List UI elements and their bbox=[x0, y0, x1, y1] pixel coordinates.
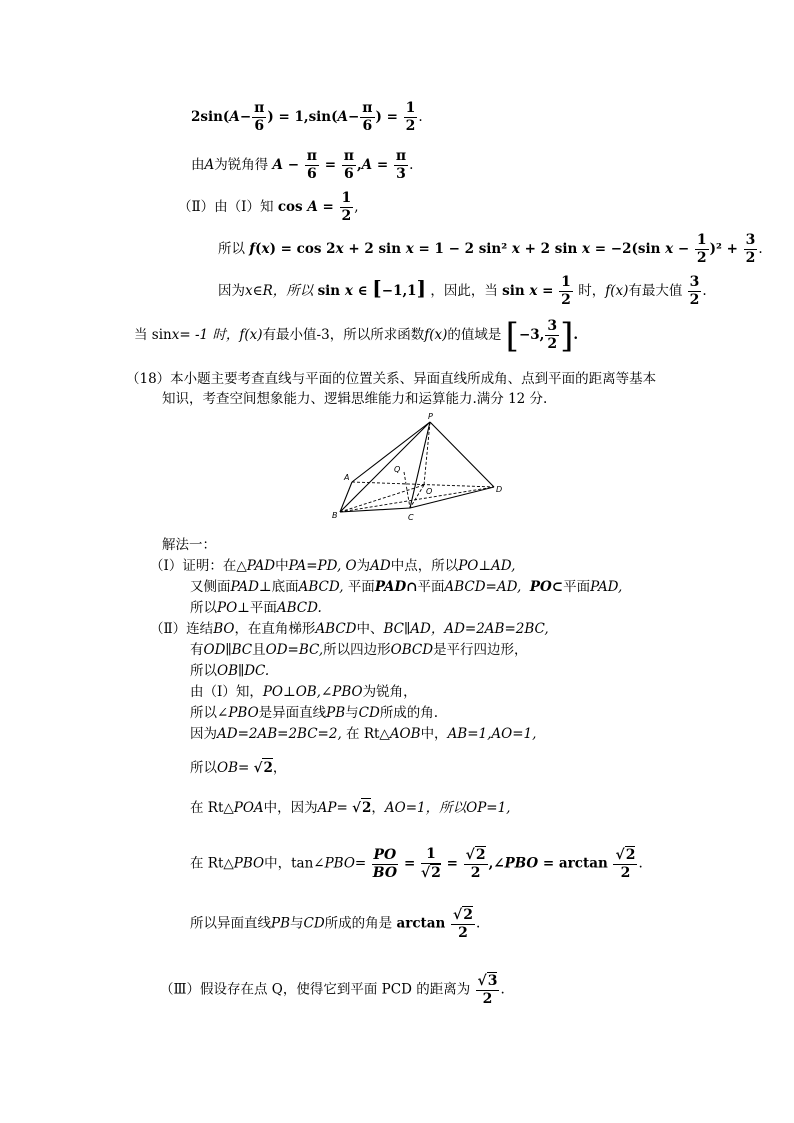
part-ii-line-7: 所以OB= √2， bbox=[190, 760, 287, 776]
range-line: 当 sinx= -1 时，f(x)有最小值-3，所以所求函数f(x)的值域是 [−3, $\frac{3}{2}$ ]. bbox=[134, 315, 579, 356]
fx-expansion-line: 所以 f(x) = cos 2x + 2 sin x = 1 − 2 sin² x + 2 sin x = −2(sin x − $\frac{1}{2}$ )² + $\frac{3}{2}$ . bbox=[218, 232, 763, 266]
part-ii-line-6: 因为AD=2AB=2BC=2, 在 Rt△AOB中，AB=1,AO=1, bbox=[190, 726, 537, 742]
equation-sin-a: 2sin(A− $\frac{\pi}{6}$ ) = 1,sin(A− $\frac{\pi}{6}$ ) = $\frac{1}{2}$ . bbox=[191, 100, 423, 134]
problem-18-intro-1: （18）本小题主要考查直线与平面的位置关系、异面直线所成角、点到平面的距离等基本 bbox=[126, 371, 657, 387]
label-c: C bbox=[408, 513, 414, 522]
edge-po-hidden bbox=[424, 422, 430, 485]
part-i-line-1: （Ⅰ）证明：在△PAD中PA=PD, O为AD中点，所以PO⊥AD, bbox=[150, 558, 516, 574]
part-iii-line-1: （Ⅲ）假设存在点 Q，使得它到平面 PCD 的距离为 $\frac{√3}{2}$ . bbox=[160, 973, 505, 1007]
label-b: B bbox=[332, 511, 338, 520]
label-a: A bbox=[344, 473, 350, 482]
edge-bd-hidden bbox=[340, 487, 494, 512]
part-ii-line-5: 所以∠PBO是异面直线PB与CD所成的角. bbox=[190, 705, 439, 721]
edge-cd bbox=[410, 487, 494, 508]
part-ii-cos-line: （Ⅱ）由（Ⅰ）知 cos A = $\frac{1}{2}$ , bbox=[178, 190, 359, 224]
part-ii-line-3: 所以OB∥DC. bbox=[190, 663, 270, 679]
edge-pd bbox=[430, 422, 494, 487]
label-o: O bbox=[426, 487, 433, 496]
part-i-line-2: 又侧面PAD⊥底面ABCD, 平面PAD∩平面ABCD=AD, PO⊂平面PAD, bbox=[190, 579, 623, 595]
part-ii-line-10: 所以异面直线PB与CD所成的角是 arctan $\frac{√2}{2}$ . bbox=[190, 907, 481, 941]
label-p: P bbox=[428, 412, 433, 421]
method-label: 解法一： bbox=[162, 537, 216, 553]
edge-ab bbox=[340, 482, 352, 512]
part-ii-line-9: 在 Rt△PBO中，tan∠PBO= $\frac{PO}{BO}$ = $\frac{1}{√2}$ = $\frac{√2}{2}$ ,∠PBO = arctan $\frac{√2}{2}$ . bbox=[190, 846, 643, 881]
part-ii-line-2: 有OD∥BC且OD=BC,所以四边形OBCD是平行四边形， bbox=[190, 642, 528, 658]
problem-18-intro-2: 知识，考查空间想象能力、逻辑思维能力和运算能力.满分 12 分. bbox=[162, 391, 548, 407]
label-d: D bbox=[496, 485, 503, 494]
acute-angle-line: 由A为锐角得 A − $\frac{\pi}{6}$ = $\frac{\pi}{6}$ ,A = $\frac{\pi}{3}$ . bbox=[191, 148, 414, 182]
part-ii-line-4: 由（Ⅰ）知，PO⊥OB,∠PBO为锐角， bbox=[190, 684, 417, 700]
part-i-line-3: 所以PO⊥平面ABCD. bbox=[190, 600, 322, 616]
part-ii-line-1: （Ⅱ）连结BO，在直角梯形ABCD中、BC∥AD，AD=2AB=2BC, bbox=[150, 621, 549, 637]
max-value-line: 因为x∈R，所以 sin x ∈ [−1,1] ，因此，当 sin x = $\frac{1}{2}$ 时，f(x)有最大值 $\frac{3}{2}$ . bbox=[218, 274, 707, 308]
part-ii-line-8: 在 Rt△POA中，因为AP= √2，AO=1，所以OP=1, bbox=[190, 800, 511, 816]
pyramid-figure bbox=[332, 412, 522, 524]
edge-pb bbox=[340, 422, 433, 512]
label-q: Q bbox=[394, 465, 401, 474]
